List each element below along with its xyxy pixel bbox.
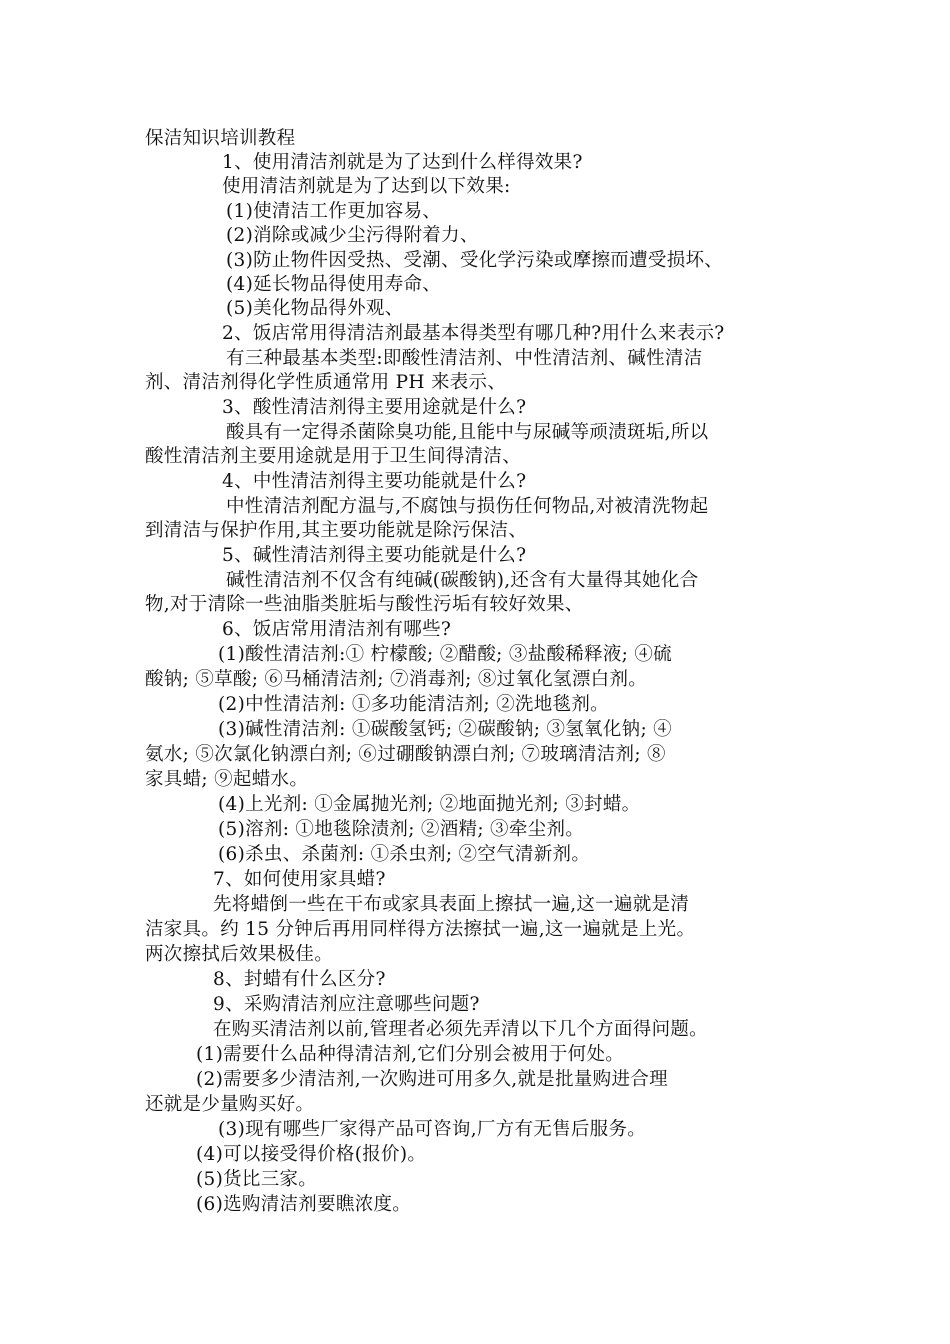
answer-6-alkaline-line-2: 氨水; ⑤次氯化钠漂白剂; ⑥过硼酸钠漂白剂; ⑦玻璃清洁剂; ⑧ <box>145 744 666 765</box>
answer-4-line-1: 中性清洁剂配方温与,不腐蚀与损伤任何物品,对被清洗物起 <box>226 496 709 517</box>
question-2: 2、饭店常用得清洁剂最基本得类型有哪几种?用什么来表示? <box>222 323 725 344</box>
answer-1-item-3: (3)防止物件因受热、受潮、受化学污染或摩擦而遭受损坏、 <box>226 250 724 271</box>
answer-7-line-2: 洁家具。约 15 分钟后再用同样得方法擦拭一遍,这一遍就是上光。 <box>145 919 696 940</box>
answer-9-item-1: (1)需要什么品种得清洁剂,它们分别会被用于何处。 <box>196 1044 625 1065</box>
answer-4-line-2: 到清洁与保护作用,其主要功能就是除污保洁、 <box>145 520 528 541</box>
question-8: 8、封蜡有什么区分? <box>213 969 386 990</box>
question-5: 5、碱性清洁剂得主要功能就是什么? <box>222 545 527 566</box>
answer-1-intro: 使用清洁剂就是为了达到以下效果: <box>222 176 511 197</box>
question-6: 6、饭店常用清洁剂有哪些? <box>222 619 452 640</box>
answer-9-intro: 在购买清洁剂以前,管理者必须先弄清以下几个方面得问题。 <box>213 1019 708 1040</box>
answer-6-polish: (4)上光剂: ①金属抛光剂; ②地面抛光剂; ③封蜡。 <box>218 794 641 815</box>
answer-7-line-1: 先将蜡倒一些在干布或家具表面上擦拭一遍,这一遍就是清 <box>213 894 690 915</box>
answer-9-item-3: (3)现有哪些厂家得产品可咨询,厂方有无售后服务。 <box>218 1119 647 1140</box>
answer-9-item-4: (4)可以接受得价格(报价)。 <box>196 1144 427 1165</box>
document-title: 保洁知识培训教程 <box>145 128 296 149</box>
answer-1-item-4: (4)延长物品得使用寿命、 <box>226 274 442 295</box>
question-4: 4、中性清洁剂得主要功能就是什么? <box>222 471 527 492</box>
answer-3-line-1: 酸具有一定得杀菌除臭功能,且能中与尿碱等顽渍斑垢,所以 <box>226 422 709 443</box>
answer-6-neutral: (2)中性清洁剂: ①多功能清洁剂; ②洗地毯剂。 <box>218 694 609 715</box>
answer-1-item-5: (5)美化物品得外观、 <box>226 298 404 319</box>
answer-6-insecticide: (6)杀虫、杀菌剂: ①杀虫剂; ②空气清新剂。 <box>218 844 591 865</box>
answer-1-item-1: (1)使清洁工作更加容易、 <box>226 201 442 222</box>
answer-9-item-5: (5)货比三家。 <box>196 1169 318 1190</box>
answer-5-line-1: 碱性清洁剂不仅含有纯碱(碳酸钠),还含有大量得其她化合 <box>226 570 699 591</box>
answer-9-item-2-line-1: (2)需要多少清洁剂,一次购进可用多久,就是批量购进合理 <box>196 1069 668 1090</box>
question-9: 9、采购清洁剂应注意哪些问题? <box>213 994 480 1015</box>
answer-9-item-2-line-2: 还就是少量购买好。 <box>145 1094 315 1115</box>
answer-6-solvent: (5)溶剂: ①地毯除渍剂; ②酒精; ③牵尘剂。 <box>218 819 585 840</box>
question-3: 3、酸性清洁剂得主要用途就是什么? <box>222 397 527 418</box>
answer-9-item-6: (6)选购清洁剂要瞧浓度。 <box>196 1194 412 1215</box>
answer-1-item-2: (2)消除或减少尘污得附着力、 <box>226 225 479 246</box>
answer-7-line-3: 两次擦拭后效果极佳。 <box>145 944 334 965</box>
answer-6-acid-line-1: (1)酸性清洁剂:① 柠檬酸; ②醋酸; ③盐酸稀释液; ④硫 <box>218 644 672 665</box>
answer-6-acid-line-2: 酸钠; ⑤草酸; ⑥马桶清洁剂; ⑦消毒剂; ⑧过氧化氢漂白剂。 <box>145 669 648 690</box>
answer-2-line-1: 有三种最基本类型:即酸性清洁剂、中性清洁剂、碱性清洁 <box>226 348 703 369</box>
question-1: 1、使用清洁剂就是为了达到什么样得效果? <box>222 152 583 173</box>
answer-2-line-2: 剂、清洁剂得化学性质通常用 PH 来表示、 <box>145 372 507 393</box>
answer-6-alkaline-line-1: (3)碱性清洁剂: ①碳酸氢钙; ②碳酸钠; ③氢氧化钠; ④ <box>218 719 672 740</box>
answer-3-line-2: 酸性清洁剂主要用途就是用于卫生间得清洁、 <box>145 446 522 467</box>
answer-6-alkaline-line-3: 家具蜡; ⑨起蜡水。 <box>145 769 309 790</box>
answer-5-line-2: 物,对于清除一些油脂类脏垢与酸性污垢有较好效果、 <box>145 594 584 615</box>
question-7: 7、如何使用家具蜡? <box>213 869 386 890</box>
